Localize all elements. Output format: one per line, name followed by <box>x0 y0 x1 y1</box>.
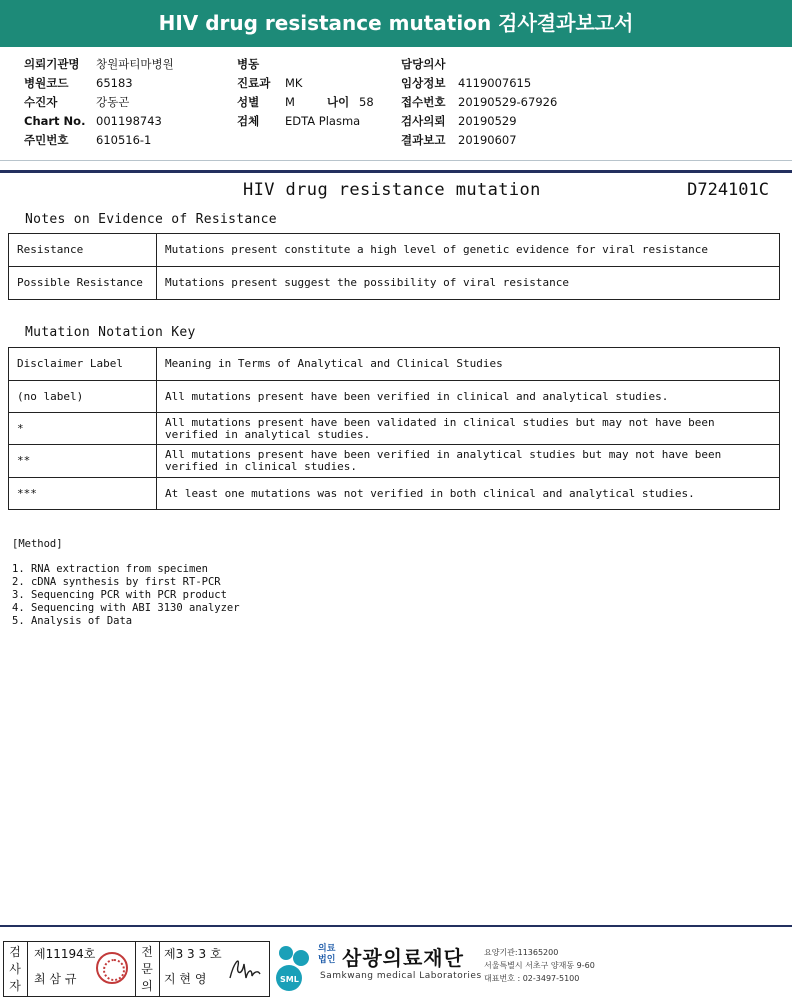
clinical-info-label: 임상정보 <box>401 76 446 90</box>
department-label: 진료과 <box>237 76 271 90</box>
logo-text: SML <box>280 975 299 984</box>
table-row <box>9 267 780 300</box>
patient-value: 강동곤 <box>96 95 130 109</box>
org-code: 요양기관:11365200 <box>484 948 559 957</box>
table-row <box>9 445 780 478</box>
sml-logo-icon <box>273 944 317 992</box>
specialist-license: 제3 3 3 호 <box>164 947 222 961</box>
key-table <box>8 347 780 510</box>
sex-label: 성별 <box>237 95 260 109</box>
org-name-en: Samkwang medical Laboratories <box>320 971 482 981</box>
doctor-label: 담당의사 <box>401 57 446 71</box>
hospital-code-label: 병원코드 <box>24 76 69 90</box>
org-info <box>484 946 595 985</box>
notes-table <box>8 233 780 300</box>
hospital-label: 의뢰기관명 <box>24 57 80 71</box>
resident-no-value: 610516-1 <box>96 133 152 147</box>
hospital-code-value: 65183 <box>96 76 133 90</box>
section-rule <box>0 170 792 173</box>
org-name: 삼광의료재단 <box>342 946 464 970</box>
key-text: All mutations present have been verified in clinical and analytical studies. <box>157 381 780 413</box>
examiner-license: 제11194호 <box>34 947 96 961</box>
hospital-value: 창원파티마병원 <box>96 57 174 71</box>
key-text: Meaning in Terms of Analytical and Clinical Studies <box>157 348 780 381</box>
specimen-label: 검체 <box>237 114 260 128</box>
examiner-info <box>34 942 95 996</box>
table-row <box>9 413 780 445</box>
department-value: MK <box>285 76 303 90</box>
key-text: All mutations present have been validated in clinical studies but may not have been verified in analytical studies. <box>157 413 780 445</box>
org-type: 의료 법인 <box>318 944 336 965</box>
notes-title: Notes on Evidence of Resistance <box>25 212 277 227</box>
footer-rule <box>0 925 792 927</box>
method-step: 3. Sequencing PCR with PCR product <box>12 589 227 601</box>
key-label: ** <box>9 445 157 478</box>
clinical-info-value: 4119007615 <box>458 76 532 90</box>
key-label: *** <box>9 478 157 510</box>
method-step: 4. Sequencing with ABI 3130 analyzer <box>12 602 240 614</box>
signature-icon <box>226 952 264 984</box>
specialist-label: 전 문 의 <box>141 945 153 993</box>
chart-no-value: 001198743 <box>96 114 162 128</box>
chart-no-label: Chart No. <box>24 114 86 128</box>
org-phone: 대표번호 : 02-3497-5100 <box>484 974 580 983</box>
notes-text: Mutations present constitute a high level of genetic evidence for viral resistance <box>157 234 780 267</box>
specimen-value: EDTA Plasma <box>285 114 361 128</box>
key-label: Disclaimer Label <box>9 348 157 381</box>
header-col-3 <box>401 55 557 150</box>
specialist-name: 지 현 영 <box>164 972 207 986</box>
header-col-2 <box>237 55 374 131</box>
method-step: 2. cDNA synthesis by first RT-PCR <box>12 576 221 588</box>
request-date-label: 검사의뢰 <box>401 114 446 128</box>
report-date-label: 결과보고 <box>401 133 446 147</box>
key-title: Mutation Notation Key <box>25 325 196 340</box>
org-address: 서울특별시 서초구 양재동 9-60 <box>484 961 595 970</box>
ward-label: 병동 <box>237 57 260 71</box>
document-code: D724101C <box>687 180 769 200</box>
method-step: 5. Analysis of Data <box>12 615 133 627</box>
receipt-no-value: 20190529-67926 <box>458 95 558 109</box>
examiner-name: 최 삼 규 <box>34 972 77 986</box>
receipt-no-label: 접수번호 <box>401 95 446 109</box>
report-title: HIV drug resistance mutation 검사결과보고서 <box>0 0 792 47</box>
specialist-info <box>164 942 222 996</box>
signature-box <box>3 941 270 997</box>
document-title: HIV drug resistance mutation <box>243 180 541 200</box>
table-row <box>9 478 780 510</box>
age-label: 나이 <box>327 95 350 109</box>
notes-label: Possible Resistance <box>9 267 157 300</box>
key-text: All mutations present have been verified in analytical studies but may not have been verified in clinical studies. <box>157 445 780 478</box>
resident-no-label: 주민번호 <box>24 133 69 147</box>
examiner-label: 검 사 자 <box>9 945 21 993</box>
seal-stamp-icon <box>96 952 128 984</box>
age-value: 58 <box>359 95 374 109</box>
report-date-value: 20190607 <box>458 133 517 147</box>
notes-label: Resistance <box>9 234 157 267</box>
table-row <box>9 381 780 413</box>
request-date-value: 20190529 <box>458 114 517 128</box>
key-label: * <box>9 413 157 445</box>
method-step: 1. RNA extraction from specimen <box>12 563 208 575</box>
key-text: At least one mutations was not verified in both clinical and analytical studies. <box>157 478 780 510</box>
table-row <box>9 348 780 381</box>
header-divider <box>0 160 792 161</box>
notes-text: Mutations present suggest the possibility of viral resistance <box>157 267 780 300</box>
patient-label: 수진자 <box>24 95 58 109</box>
key-label: (no label) <box>9 381 157 413</box>
sex-value: M <box>285 95 295 109</box>
method-title: [Method] <box>12 538 63 550</box>
header-col-1 <box>24 55 174 150</box>
table-row <box>9 234 780 267</box>
